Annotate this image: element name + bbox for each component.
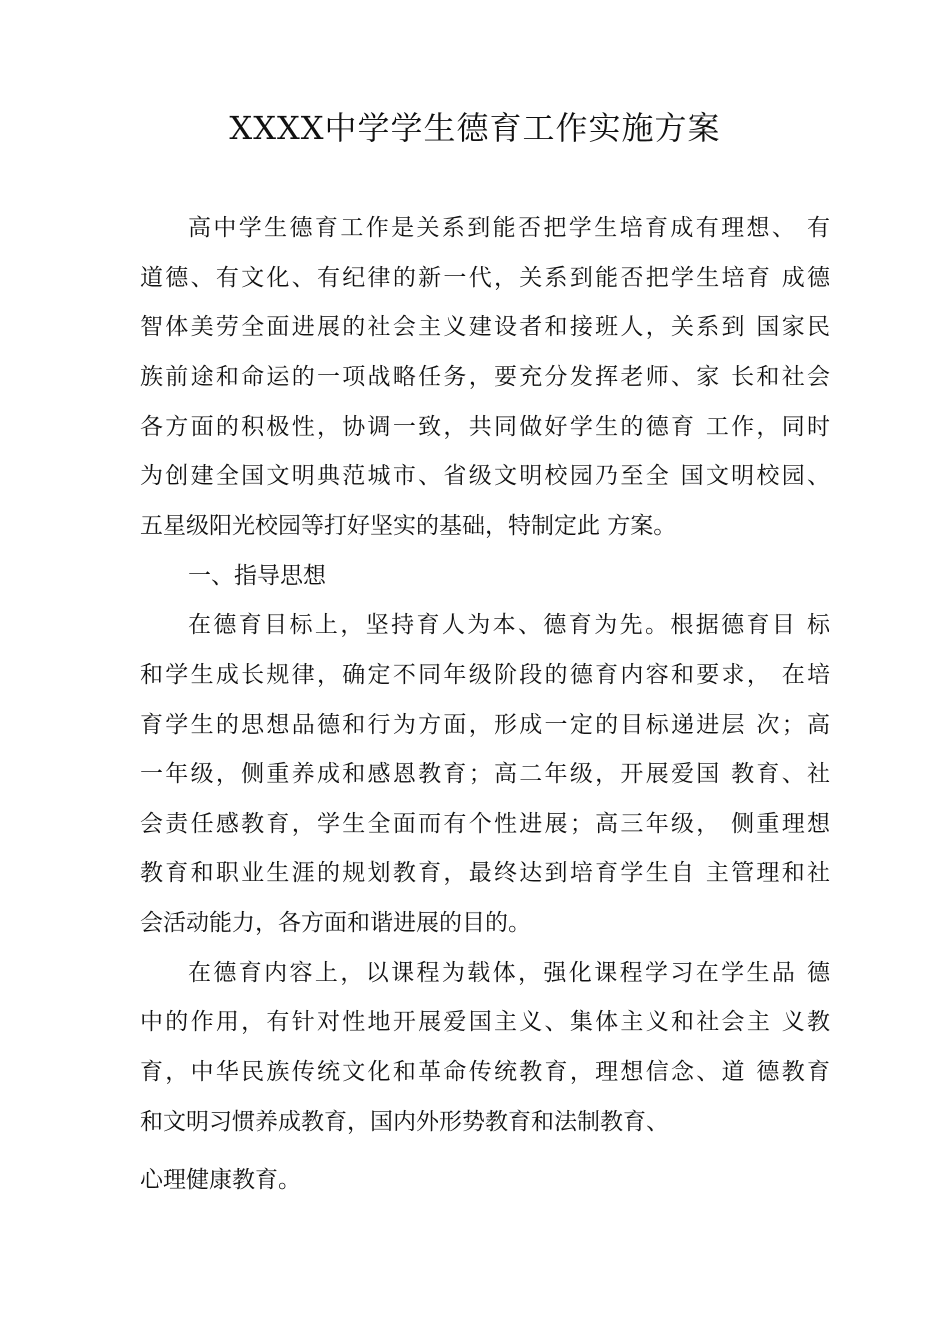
- paragraph-line: 为创建全国文明典范城市、省级文明校园乃至全 国文明校园、: [140, 463, 830, 489]
- paragraph-line: 高中学生德育工作是关系到能否把学生培育成有理想、 有: [188, 215, 830, 241]
- paragraph-line: 育学生的思想品德和行为方面，形成一定的目标递进层 次；高: [140, 712, 830, 738]
- paragraph-line: 五星级阳光校园等打好坚实的基础，特制定此 方案。: [140, 513, 677, 539]
- paragraph-line: 会责任感教育，学生全面而有个性进展；高三年级， 侧重理想: [140, 811, 830, 837]
- paragraph-line: 中的作用，有针对性地开展爱国主义、集体主义和社会主 义教: [140, 1009, 830, 1035]
- paragraph-line: 道德、有文化、有纪律的新一代，关系到能否把学生培育 成德: [140, 265, 830, 291]
- paragraph-line: 和学生成长规律，确定不同年级阶段的德育内容和要求， 在培: [140, 662, 830, 688]
- paragraph-line: 在德育目标上，坚持育人为本、德育为先。根据德育目 标: [188, 612, 830, 638]
- paragraph-line: 和文明习惯养成教育，国内外形势教育和法制教育、: [140, 1109, 669, 1135]
- paragraph-line: 智体美劳全面进展的社会主义建设者和接班人，关系到 国家民: [140, 314, 830, 340]
- paragraph-line: 心理健康教育。: [140, 1167, 301, 1193]
- paragraph-line: 育，中华民族传统文化和革命传统教育，理想信念、道 德教育: [140, 1059, 830, 1085]
- paragraph-line: 会活动能力，各方面和谐进展的目的。: [140, 910, 531, 936]
- paragraph-line: 各方面的积极性，协调一致，共同做好学生的德育 工作，同时: [140, 414, 830, 440]
- paragraph-line: 一年级，侧重养成和感恩教育；高二年级，开展爱国 教育、社: [140, 761, 830, 787]
- section-heading: 一、指导思想: [188, 563, 326, 589]
- paragraph-line: 教育和职业生涯的规划教育，最终达到培育学生自 主管理和社: [140, 860, 830, 886]
- paragraph-line: 在德育内容上，以课程为载体，强化课程学习在学生品 德: [188, 960, 830, 986]
- paragraph-line: 族前途和命运的一项战略任务，要充分发挥老师、家 长和社会: [140, 364, 830, 390]
- document-title: XXXX中学学生德育工作实施方案: [229, 109, 721, 147]
